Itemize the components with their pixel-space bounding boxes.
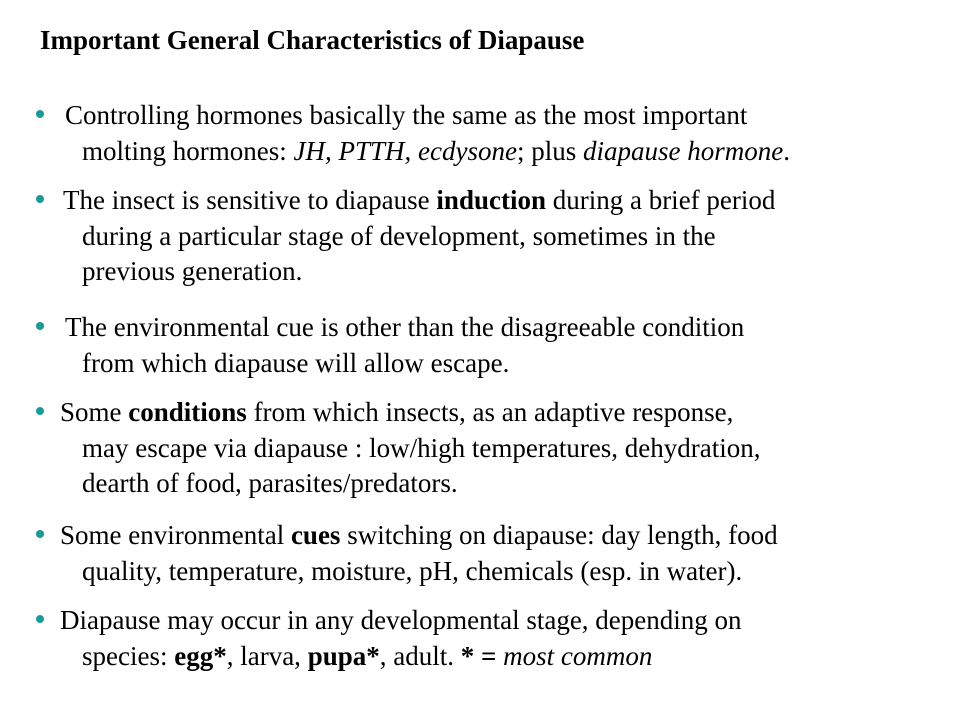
bullet-line bbox=[65, 98, 747, 134]
bullet-dot bbox=[36, 322, 44, 330]
bullet-line bbox=[82, 639, 652, 675]
bullet-dot bbox=[36, 110, 44, 118]
bullet-line bbox=[60, 395, 733, 431]
text-run: dearth of food, parasites/predators. bbox=[82, 468, 458, 498]
bullet-dot bbox=[36, 615, 44, 623]
bullet-dot bbox=[36, 530, 44, 538]
bullet-line bbox=[82, 466, 458, 502]
bold-term: egg* bbox=[174, 640, 227, 671]
text-run: molting hormones: bbox=[82, 135, 294, 166]
bullet-line bbox=[65, 310, 744, 346]
bullet-line bbox=[82, 134, 790, 170]
bold-term: * = bbox=[460, 640, 504, 671]
bullet-line bbox=[63, 183, 775, 219]
italic-term: diapause hormone bbox=[582, 135, 784, 166]
text-run: species: bbox=[82, 640, 175, 671]
bold-term: induction bbox=[436, 185, 546, 215]
italic-term: JH, PTTH, ecdysone bbox=[293, 135, 517, 166]
text-run: from which diapause will allow escape. bbox=[82, 347, 510, 378]
text-run: may escape via diapause : low/high temperatures, dehydration, bbox=[82, 432, 761, 463]
bullet-line bbox=[60, 603, 742, 639]
text-run: previous generation. bbox=[82, 256, 303, 286]
bullet-line bbox=[82, 346, 509, 382]
bullet-line bbox=[82, 554, 742, 590]
text-run: switching on diapause: day length, food bbox=[340, 520, 778, 550]
bullet-line bbox=[82, 219, 716, 255]
text-run: from which insects, as an adaptive response, bbox=[246, 397, 734, 427]
text-run: Some environmental bbox=[60, 520, 291, 550]
text-run: , larva, bbox=[226, 640, 308, 671]
bullet-line bbox=[60, 518, 778, 554]
text-run: , adult. bbox=[379, 640, 461, 671]
bullet-dot bbox=[36, 195, 44, 203]
bullet-line bbox=[82, 254, 302, 290]
text-run: during a brief period bbox=[545, 185, 776, 215]
text-run: ; plus bbox=[516, 135, 583, 166]
italic-term: most common bbox=[503, 640, 653, 671]
bullet-dot bbox=[36, 407, 44, 415]
text-run: . bbox=[783, 135, 790, 166]
bold-term: cues bbox=[290, 520, 341, 550]
bold-term: pupa* bbox=[307, 640, 380, 671]
slide-title: Important General Characteristics of Diapause bbox=[40, 25, 585, 55]
text-run: during a particular stage of development, sometimes in the bbox=[82, 220, 716, 251]
text-run: Diapause may occur in any developmental stage, depending on bbox=[60, 605, 742, 635]
bold-term: conditions bbox=[128, 397, 247, 427]
text-run: The environmental cue is other than the disagreeable condition bbox=[65, 312, 745, 342]
text-run: Some bbox=[60, 397, 129, 427]
bullet-line bbox=[82, 431, 761, 467]
text-run: The insect is sensitive to diapause bbox=[63, 185, 437, 215]
text-run: quality, temperature, moisture, pH, chemicals (esp. in water). bbox=[82, 555, 743, 586]
text-run: Controlling hormones basically the same as the most important bbox=[65, 100, 748, 130]
